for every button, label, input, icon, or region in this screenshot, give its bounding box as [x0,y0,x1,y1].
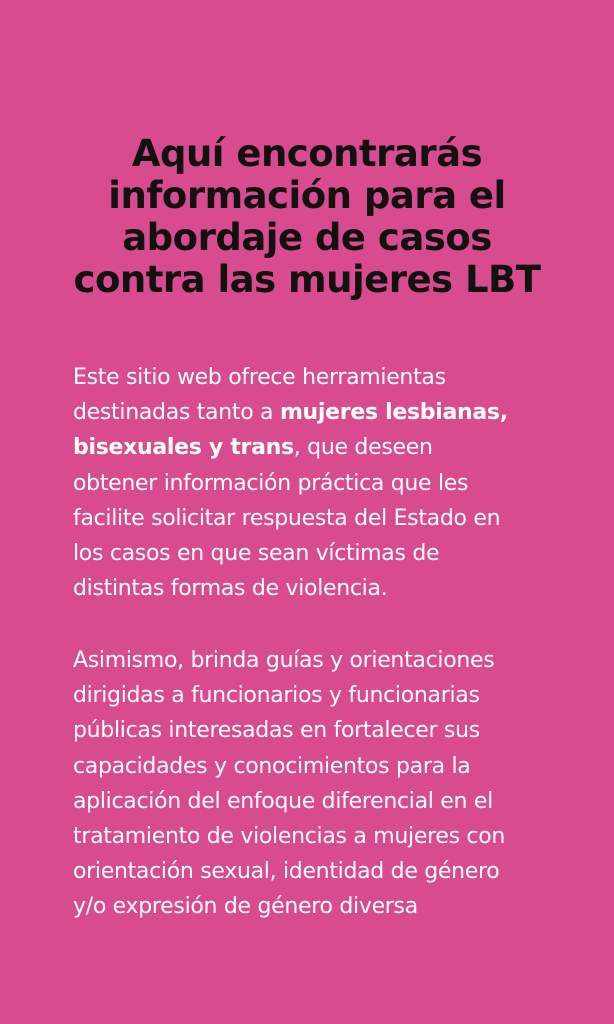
paragraph-line: orientación sexual, identidad de género [73,859,500,885]
officials-paragraph [73,643,573,925]
paragraph-line: tratamiento de violencias a mujeres con [73,824,506,850]
highlight-text: mujeres lesbianas, [279,400,508,426]
title-line: información para el [108,174,506,217]
paragraph-line: los casos en que sean víctimas de [73,541,440,567]
intro-paragraph [73,360,573,606]
paragraph-line [73,395,573,430]
paragraph-line: capacidades y conocimientos para la [73,753,471,779]
paragraph-line: y/o expresión de género diversa [73,894,418,920]
page-title [40,133,574,301]
paragraph-line: Asimismo, brinda guías y orientaciones [73,648,495,673]
paragraph-line: públicas interesadas en fortalecer sus [73,718,480,744]
paragraph-line: dirigidas a funcionarios y funcionarias [73,683,480,709]
title-line: abordaje de casos [122,216,492,259]
paragraph-text: , que deseen [293,435,433,461]
paragraph-line: aplicación del enfoque diferencial en el [73,788,493,814]
paragraph-line: distintas formas de violencia. [73,576,388,602]
paragraph-line: facilite solicitar respuesta del Estado en [73,505,501,531]
highlight-text: bisexuales y trans [73,435,294,461]
paragraph-line: obtener información práctica que les [73,470,469,496]
title-line: contra las mujeres LBT [73,258,541,301]
title-line: Aquí encontrarás [131,132,483,175]
paragraph-text: destinadas tanto a [73,400,280,426]
paragraph-line [73,430,573,465]
paragraph-line: Este sitio web ofrece herramientas [73,365,446,390]
